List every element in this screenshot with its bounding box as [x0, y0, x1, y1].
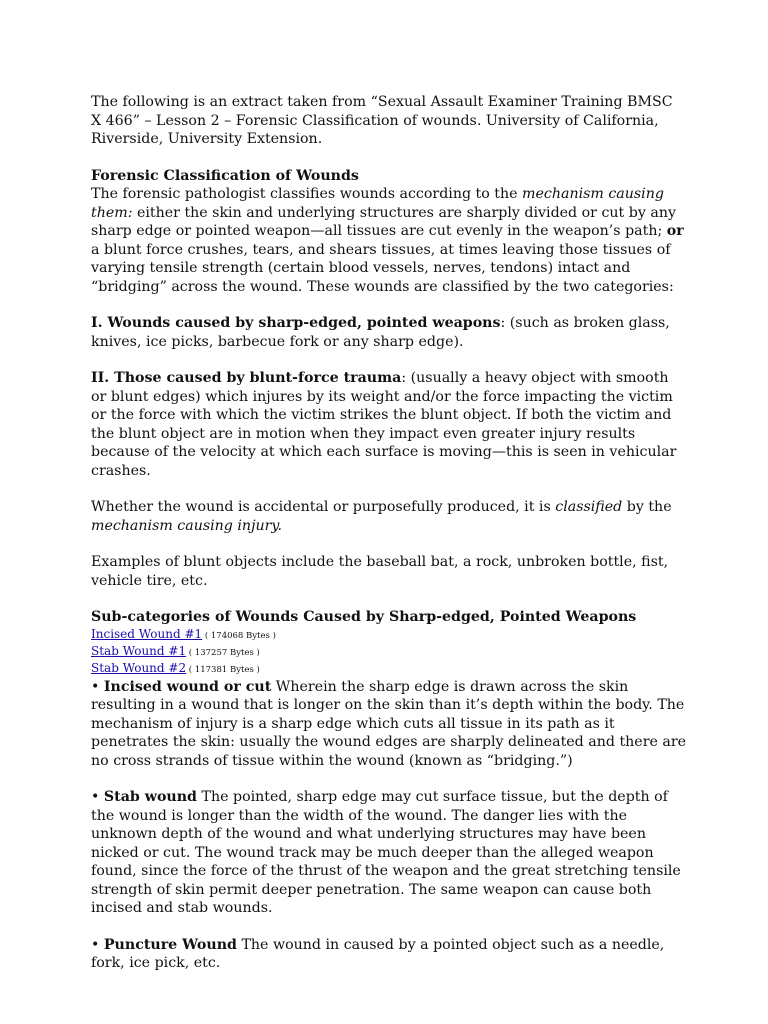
category-sharp-paragraph: I. Wounds caused by sharp-edged, pointed weapons: (such as broken glass, knives, ice picks, barbecue fork or any sharp edge). — [91, 315, 670, 350]
image-link-item — [91, 661, 687, 678]
stab-wound-paragraph: • Stab wound The pointed, sharp edge may cut surface tissue, but the depth of the wound is longer than the width of the wound. The danger lies with the unknown depth of the wound and what underlying structures may have been nicked or cut. The wound track may be much deeper than the alleged weapon found, since the force of the thrust of the weapon and the great stretching tensile strength of skin permit deeper penetration. The same weapon can cause both incised and stab wounds. — [91, 789, 681, 916]
stab-wound-2-link[interactable]: Stab Wound #2 — [91, 660, 187, 675]
section-heading-subcategories: Sub-categories of Wounds Caused by Sharp-edged, Pointed Weapons — [91, 609, 637, 625]
intro-paragraph: The following is an extract taken from “Sexual Assault Examiner Training BMSC X 466” – Lesson 2 – Forensic Classification of wounds. University of California, Riverside, University Extension. — [91, 94, 673, 147]
image-link-item — [91, 644, 687, 661]
section-heading-forensic: Forensic Classification of Wounds — [91, 167, 359, 184]
file-size-label: ( 174068 Bytes ) — [202, 630, 276, 641]
whether-paragraph: Whether the wound is accidental or purposefully produced, it is classified by the mechanism causing injury. — [91, 499, 672, 534]
image-link-item — [91, 627, 687, 644]
file-size-label: ( 137257 Bytes ) — [186, 647, 260, 658]
category-blunt-paragraph: II. Those caused by blunt-force trauma: (usually a heavy object with smooth or blunt edges) which injures by its weight and/or the force impacting the victim or the force with which the victim strikes the blunt object. If both the victim and the blunt object are in motion when they impact even greater injury results because of the velocity at which each surface is moving—this is seen in vehicular crashes. — [91, 370, 677, 479]
puncture-wound-paragraph: • Puncture Wound The wound in caused by a pointed object such as a needle, fork, ice pick, etc. — [91, 936, 665, 971]
incised-wound-1-link[interactable]: Incised Wound #1 — [91, 626, 203, 641]
stab-wound-1-link[interactable]: Stab Wound #1 — [91, 643, 187, 658]
examples-paragraph: Examples of blunt objects include the baseball bat, a rock, unbroken bottle, fist, vehicle tire, etc. — [91, 554, 669, 589]
classification-paragraph: The forensic pathologist classifies wounds according to the mechanism causing them: either the skin and underlying structures are sharply divided or cut by any sharp edge or pointed weapon—all tissues are cut evenly in the weapon’s path; or a blunt force crushes, tears, and shears tissues, at times leaving those tissues of varying tensile strength (certain blood vessels, nerves, tendons) intact and “bridging” across the wound. These wounds are classified by the two categories: — [91, 186, 684, 295]
incised-wound-paragraph: • Incised wound or cut Wherein the sharp edge is drawn across the skin resulting in a wound that is longer on the skin than it’s depth within the body. The mechanism of injury is a sharp edge which cuts all tissue in its path as it penetrates the skin: usually the wound edges are sharply delineated and there are no cross strands of tissue within the wound (known as “bridging.”) — [91, 678, 687, 769]
file-size-label: ( 117381 Bytes ) — [186, 664, 260, 675]
document-body — [91, 93, 687, 991]
image-link-list — [91, 627, 687, 678]
